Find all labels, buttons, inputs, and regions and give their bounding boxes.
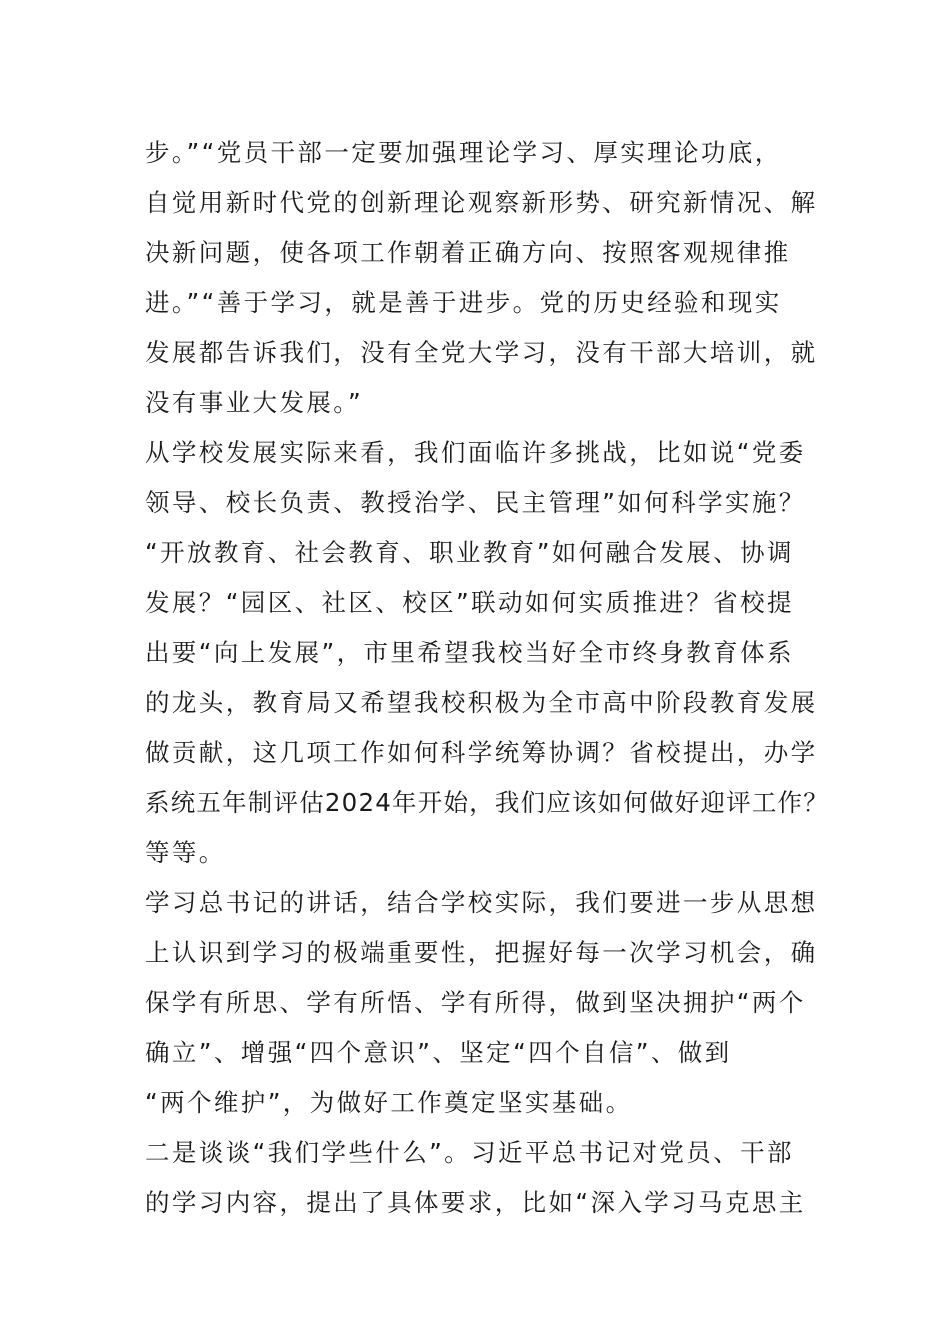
document-body (145, 128, 835, 1228)
text-line: 出要“向上发展”，市里希望我校当好全市终身教育体系 (145, 638, 794, 667)
text-line: 从学校发展实际来看，我们面临许多挑战，比如说“党委 (145, 438, 806, 467)
text-line: 等等。 (145, 838, 226, 867)
text-line: 学习总书记的讲话，结合学校实际，我们要进一步从思想 (145, 888, 818, 917)
text-line: 二是谈谈“我们学些什么”。习近平总书记对党员、干部 (145, 1138, 794, 1167)
text-line: “两个维护”，为做好工作奠定坚实基础。 (145, 1088, 633, 1117)
text-line: 进。”“善于学习，就是善于进步。党的历史经验和现实 (145, 288, 782, 317)
text-line: 做贡献，这几项工作如何科学统筹协调？省校提出，办学 (145, 738, 818, 767)
text-line: 步。”“党员干部一定要加强理论学习、厚实理论功底， (145, 138, 782, 167)
text-line: 保学有所思、学有所悟、学有所得，做到坚决拥护“两个 (145, 988, 806, 1017)
text-line: 决新问题，使各项工作朝着正确方向、按照客观规律推 (145, 238, 791, 267)
text-line: 领导、校长负责、教授治学、民主管理”如何科学实施？ (145, 488, 806, 517)
text-line: 系统五年制评估2024年开始，我们应该如何做好迎评工作？ (145, 788, 829, 817)
text-line: 的学习内容，提出了具体要求，比如“深入学习马克思主 (145, 1188, 806, 1217)
text-line: 自觉用新时代党的创新理论观察新形势、研究新情况、解 (145, 188, 818, 217)
text-line: 发展都告诉我们，没有全党大学习，没有干部大培训，就 (145, 338, 818, 367)
text-line: 上认识到学习的极端重要性，把握好每一次学习机会，确 (145, 938, 818, 967)
text-line: 的龙头，教育局又希望我校积极为全市高中阶段教育发展 (145, 688, 818, 717)
text-line: 没有事业大发展。” (145, 388, 364, 417)
text-line: “开放教育、社会教育、职业教育”如何融合发展、协调 (145, 538, 794, 567)
text-line: 发展？“园区、社区、校区”联动如何实质推进？省校提 (145, 588, 794, 617)
text-line: 确立”、增强“四个意识”、坚定“四个自信”、做到 (145, 1038, 732, 1067)
